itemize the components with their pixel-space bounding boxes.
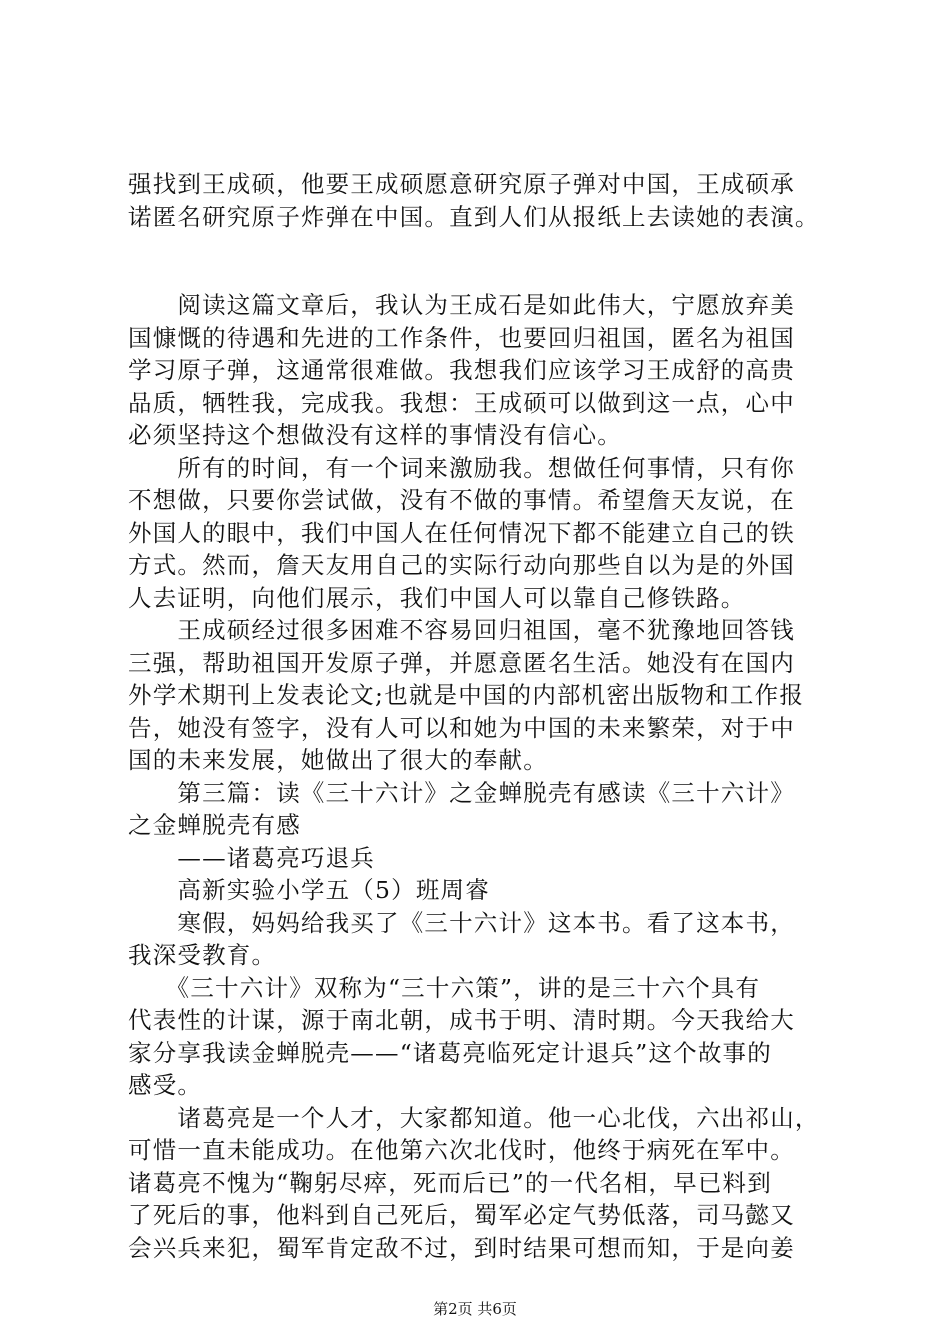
- section-title-line: 之金蝉脱壳有感: [128, 811, 301, 839]
- text-line: 我深受教育。: [128, 941, 277, 969]
- text-line: 不想做，只要你尝试做，没有不做的事情。希望詹天友说，在: [128, 486, 795, 514]
- text-line: 感受。: [128, 1071, 203, 1099]
- text-line: 代表性的计谋，源于南北朝，成书于明、清时期。今天我给大: [128, 1006, 795, 1034]
- text-line: 阅读这篇文章后，我认为王成石是如此伟大，宁愿放弃美: [128, 291, 795, 319]
- text-line: 家分享我读金蝉脱壳——“诸葛亮临死定计退兵”这个故事的: [128, 1038, 772, 1067]
- text-line: 可惜一直未能成功。在他第六次北伐时，他终于病死在军中。: [128, 1136, 795, 1164]
- text-line: 诸葛亮不愧为“鞠躬尽瘁，死而后已”的一代名相，早已料到: [128, 1168, 772, 1197]
- page-footer: 第2页 共6页: [433, 1300, 517, 1318]
- text-line: 学习原子弹，这通常很难做。我想我们应该学习王成舒的高贵: [128, 356, 795, 384]
- text-line: 方式。然而，詹天友用自己的实际行动向那些自以为是的外国: [128, 551, 795, 579]
- paragraph-gap: [128, 233, 836, 289]
- text-line: 人去证明，向他们展示，我们中国人可以靠自己修铁路。: [128, 583, 746, 612]
- text-line: 强找到王成硕，他要王成硕愿意研究原子弹对中国，王成硕承: [128, 170, 795, 198]
- document-body: [128, 168, 836, 1264]
- text-line: 寒假，妈妈给我买了《三十六计》这本书。看了这本书，: [128, 908, 795, 937]
- text-line: 外学术期刊上发表论文;也就是中国的内部机密出版物和工作报: [128, 681, 805, 709]
- author-line: 高新实验小学五（5）班周睿: [128, 876, 490, 904]
- text-line: 会兴兵来犯，蜀军肯定敌不过，到时结果可想而知，于是向姜: [128, 1233, 795, 1262]
- section-title-line: 第三篇：读《三十六计》之金蝉脱壳有感读《三十六计》: [128, 778, 795, 807]
- text-line: 了死后的事，他料到自己死后，蜀军必定气势低落，司马懿又: [128, 1201, 795, 1229]
- text-line: 诸葛亮是一个人才，大家都知道。他一心北伐，六出祁山，: [128, 1103, 820, 1132]
- text-line: 国的未来发展，她做出了很大的奉献。: [128, 746, 548, 774]
- text-line: 必须坚持这个想做没有这样的事情没有信心。: [128, 421, 622, 449]
- text-line: 品质，牺牲我，完成我。我想：王成硕可以做到这一点，心中: [128, 388, 795, 417]
- text-line: 诺匿名研究原子炸弹在中国。直到人们从报纸上去读她的表演。: [128, 202, 820, 231]
- text-line: 三强，帮助祖国开发原子弹，并愿意匿名生活。她没有在国内: [128, 648, 795, 677]
- text-line: 王成硕经过很多困难不容易回归祖国，毫不犹豫地回答钱: [128, 616, 795, 644]
- text-line: 告，她没有签字，没有人可以和她为中国的未来繁荣，对于中: [128, 713, 795, 742]
- text-line: 外国人的眼中，我们中国人在任何情况下都不能建立自己的铁: [128, 518, 795, 547]
- text-line: 《三十六计》双称为“三十六策”，讲的是三十六个具有: [128, 973, 761, 1002]
- text-line: 所有的时间，有一个词来激励我。想做任何事情，只有你: [128, 453, 795, 482]
- subtitle-line: ——诸葛亮巧退兵: [128, 843, 375, 872]
- text-line: 国慷慨的待遇和先进的工作条件，也要回归祖国，匿名为祖国: [128, 323, 795, 352]
